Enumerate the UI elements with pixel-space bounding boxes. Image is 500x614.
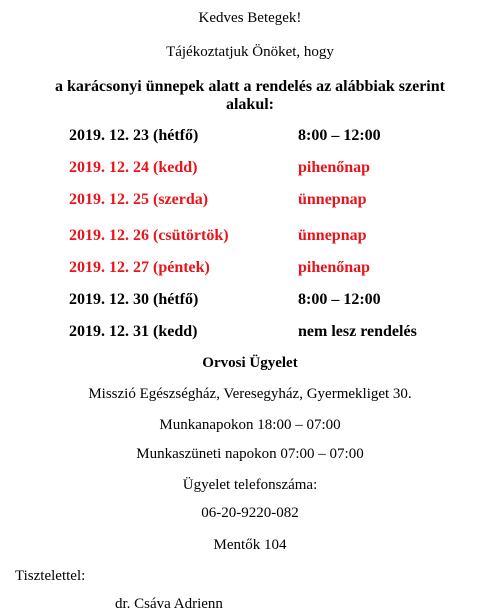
schedule-row	[0, 322, 500, 342]
on-call-phone-label: Ügyelet telefonszáma:	[182, 477, 318, 493]
closing-text: Tisztelettel:	[15, 568, 86, 584]
schedule-hours: 8:00 – 12:00	[298, 291, 381, 308]
schedule-hours: 8:00 – 12:00	[298, 127, 381, 144]
schedule-date: 2019. 12. 31 (kedd)	[69, 323, 198, 340]
schedule-hours: nem lesz rendelés	[298, 323, 417, 340]
on-call-address: Misszió Egészségház, Veresegyház, Gyermekliget 30.	[88, 386, 412, 402]
schedule-row	[0, 190, 500, 210]
schedule-date: 2019. 12. 30 (hétfő)	[69, 291, 199, 308]
schedule-hours: pihenőnap	[298, 259, 371, 276]
on-call-weekdays: Munkanapokon 18:00 – 07:00	[159, 417, 341, 433]
schedule-row	[0, 290, 500, 310]
schedule-hours: ünnepnap	[298, 191, 367, 208]
signature: dr. Csáva Adrienn	[115, 596, 223, 612]
schedule-hours: ünnepnap	[298, 227, 367, 244]
on-call-title: Orvosi Ügyelet	[202, 355, 298, 371]
schedule-row	[0, 158, 500, 178]
schedule-row	[0, 226, 500, 246]
schedule-date: 2019. 12. 26 (csütörtök)	[69, 227, 229, 244]
on-call-phone: 06-20-9220-082	[201, 505, 299, 521]
heading-line-1: a karácsonyi ünnepek alatt a rendelés az alábbiak szerint	[55, 78, 445, 95]
intro-text: Tájékoztatjuk Önöket, hogy	[166, 44, 334, 60]
ambulance-number: Mentők 104	[213, 537, 287, 553]
schedule-date: 2019. 12. 27 (péntek)	[69, 259, 210, 276]
schedule-row	[0, 258, 500, 278]
heading-line-2: alakul:	[225, 96, 274, 113]
schedule-hours: pihenőnap	[298, 159, 371, 176]
greeting: Kedves Betegek!	[198, 10, 302, 26]
schedule-date: 2019. 12. 23 (hétfő)	[69, 127, 199, 144]
schedule-date: 2019. 12. 24 (kedd)	[69, 159, 198, 176]
on-call-holidays: Munkaszüneti napokon 07:00 – 07:00	[136, 446, 364, 462]
schedule-row	[0, 126, 500, 146]
schedule-date: 2019. 12. 25 (szerda)	[69, 191, 209, 208]
